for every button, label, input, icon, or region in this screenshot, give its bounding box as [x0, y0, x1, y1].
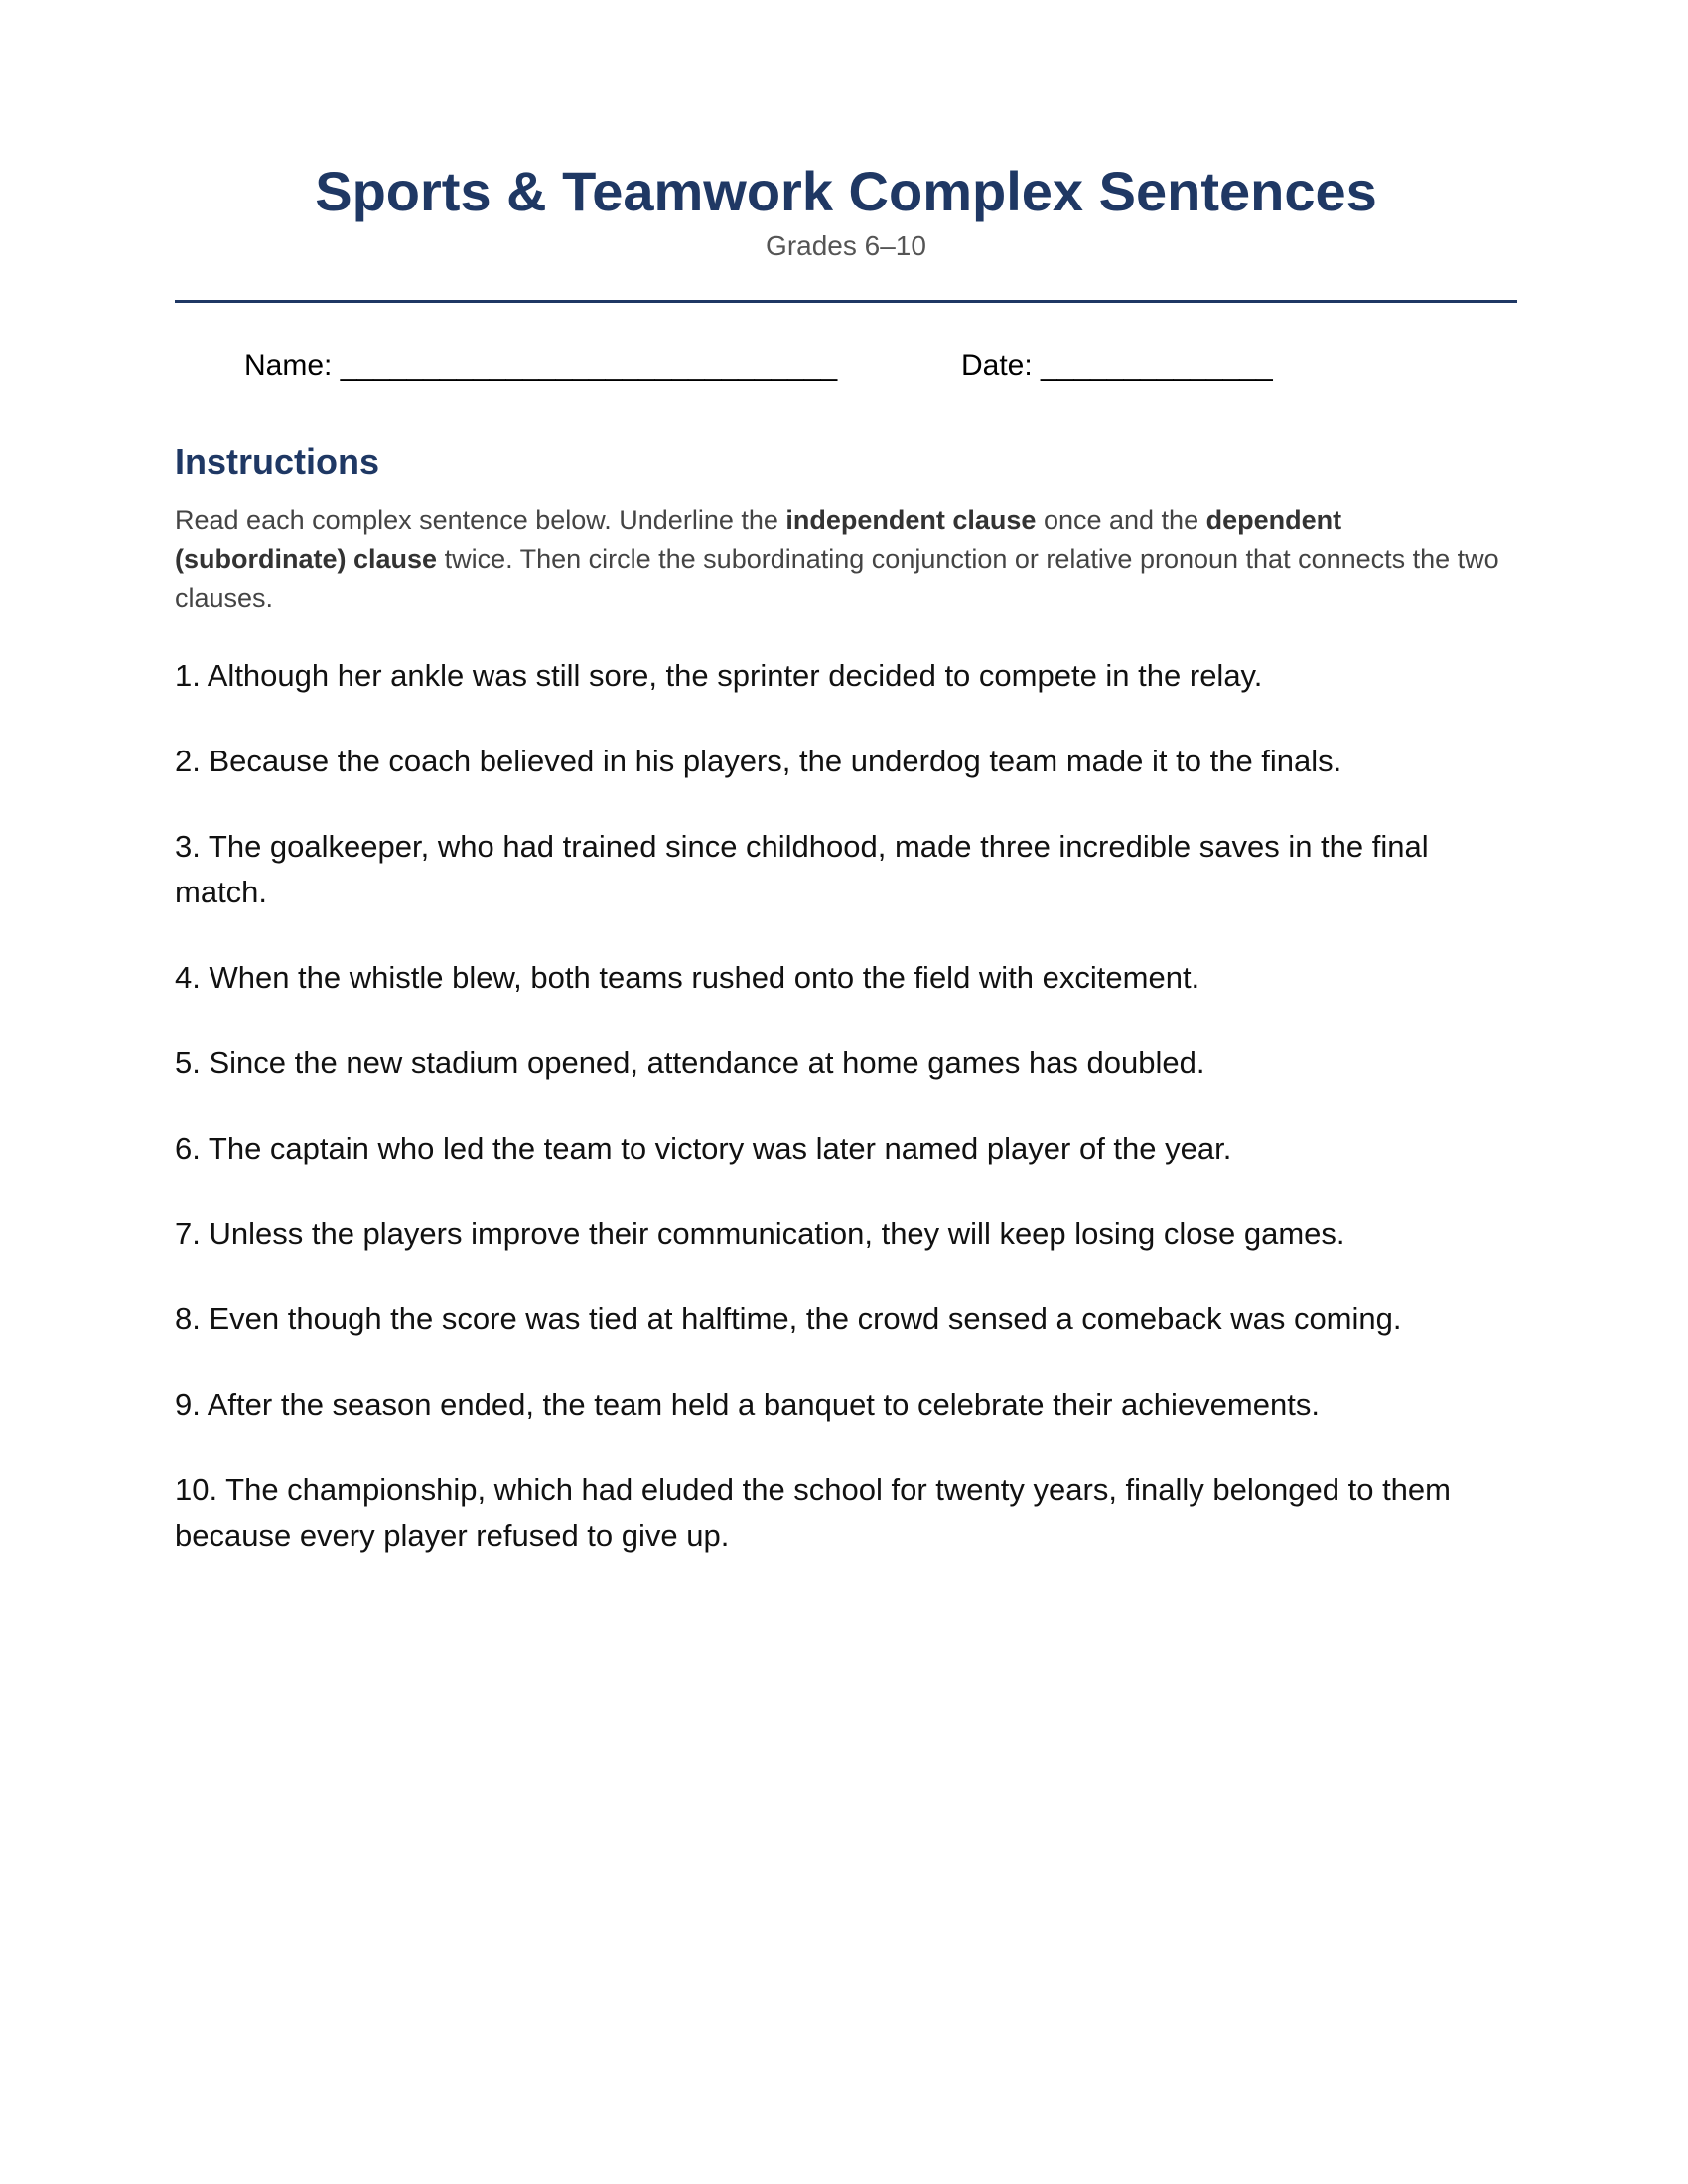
header-divider — [175, 300, 1517, 303]
instructions-text-part: Read each complex sentence below. Underline the — [175, 505, 786, 535]
instructions-text-part: twice. Then circle the subordinating conjunction or relative pronoun that connects the two clauses. — [175, 544, 1499, 613]
sentence-item: 7. Unless the players improve their communication, they will keep losing close games. — [175, 1216, 1345, 1251]
sentence-item: 9. After the season ended, the team held a banquet to celebrate their achievements. — [175, 1387, 1320, 1422]
student-info-fields — [175, 344, 1517, 388]
instructions-bold-term: independent clause — [785, 505, 1037, 535]
sentence-item: 4. When the whistle blew, both teams rushed onto the field with excitement. — [175, 960, 1200, 995]
instructions-heading: Instructions — [175, 441, 380, 481]
name-field: Name: ______________________________ — [244, 349, 838, 382]
sentence-item: 3. The goalkeeper, who had trained since childhood, made three incredible saves in the final match. — [175, 829, 1429, 909]
sentence-item: 8. Even though the score was tied at halftime, the crowd sensed a comeback was coming. — [175, 1301, 1402, 1336]
grade-level-subtitle: Grades 6–10 — [766, 230, 926, 261]
worksheet-page — [175, 0, 1517, 1598]
sentence-item: 10. The championship, which had eluded the school for twenty years, finally belonged to them because every player refused to give up. — [175, 1472, 1451, 1553]
instructions-bold-term: dependent (subordinate) clause — [175, 505, 1342, 574]
instructions-text-part: once and the — [1036, 505, 1206, 535]
instructions-text — [175, 501, 1517, 617]
date-field: Date: ______________ — [961, 349, 1273, 382]
sentence-list — [175, 653, 1517, 1559]
sentence-item: 2. Because the coach believed in his players, the underdog team made it to the finals. — [175, 744, 1342, 778]
sentence-item: 6. The captain who led the team to victory was later named player of the year. — [175, 1131, 1232, 1165]
sentence-item: 5. Since the new stadium opened, attendance at home games has doubled. — [175, 1045, 1205, 1080]
sentence-item: 1. Although her ankle was still sore, the sprinter decided to compete in the relay. — [175, 658, 1263, 693]
page-title: Sports & Teamwork Complex Sentences — [315, 160, 1377, 222]
